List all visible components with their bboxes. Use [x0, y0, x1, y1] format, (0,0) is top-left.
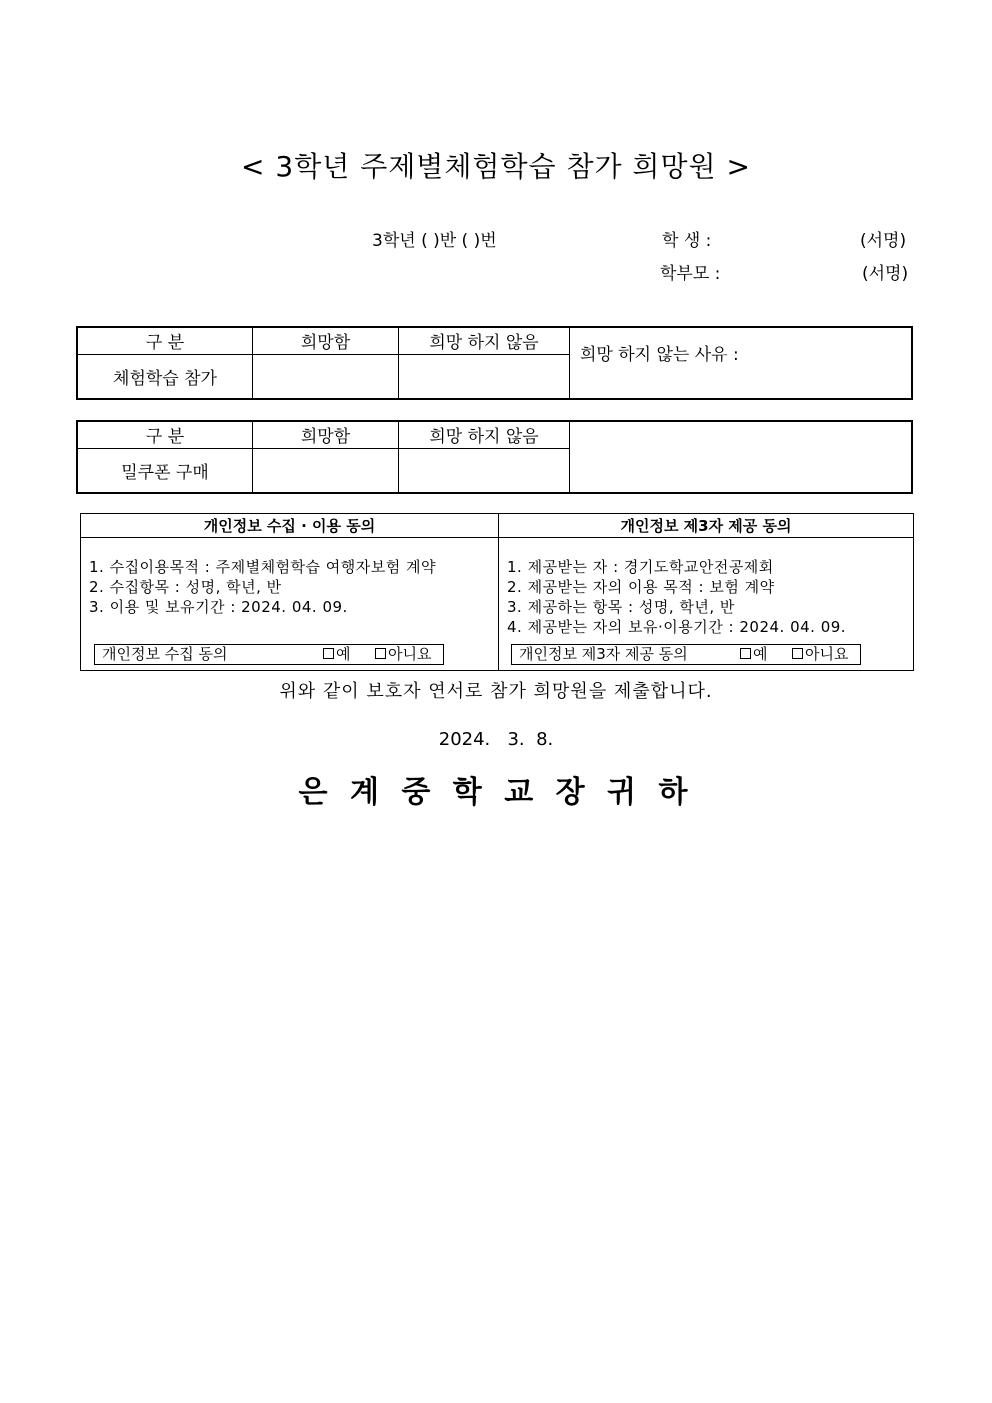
student-label: 학 생 : — [662, 231, 712, 251]
no-header: 희망 하지 않음 — [399, 421, 570, 448]
no-header: 희망 하지 않음 — [399, 327, 570, 354]
third-party-consent-header: 개인정보 제3자 제공 동의 — [499, 514, 914, 538]
checkbox-icon[interactable] — [792, 648, 803, 659]
collect-consent-header: 개인정보 수집 · 이용 동의 — [81, 514, 499, 538]
category-header: 구 분 — [77, 421, 253, 448]
third-party-yes-option[interactable]: 예 — [740, 645, 768, 664]
parent-label: 학부모 : — [660, 264, 721, 284]
checkbox-icon[interactable] — [740, 648, 751, 659]
page-title: < 3학년 주제별체험학습 참가 희망원 > — [241, 150, 751, 183]
submission-date: 2024. 3. 8. — [438, 729, 554, 750]
yes-header: 희망함 — [253, 327, 399, 354]
submission-statement: 위와 같이 보호자 연서로 참가 희망원을 제출합니다. — [279, 681, 713, 702]
coupon-yes-cell[interactable] — [253, 448, 399, 493]
collect-consent-checkbox-row — [94, 644, 444, 665]
collect-consent-box-label: 개인정보 수집 동의 — [102, 645, 228, 663]
checkbox-icon[interactable] — [375, 648, 386, 659]
third-party-consent-body — [499, 538, 914, 671]
yes-header: 희망함 — [253, 421, 399, 448]
collect-line: 2. 수집항목 : 성명, 학년, 반 — [89, 578, 282, 596]
privacy-consent-table — [80, 513, 914, 671]
collect-consent-body — [81, 538, 499, 671]
reason-cell[interactable]: 희망 하지 않는 사유 : — [570, 327, 913, 399]
third-party-line: 4. 제공받는 자의 보유·이용기간 : 2024. 04. 09. — [507, 618, 847, 636]
participation-yes-cell[interactable] — [253, 354, 399, 399]
participation-row-label: 체험학습 참가 — [77, 354, 253, 399]
third-party-line: 1. 제공받는 자 : 경기도학교안전공제회 — [507, 558, 774, 576]
third-party-line: 3. 제공하는 항목 : 성명, 학년, 반 — [507, 598, 735, 616]
grade-class-number: 3학년 ( )반 ( )번 — [372, 231, 497, 251]
meal-coupon-table — [76, 420, 913, 494]
collect-line: 3. 이용 및 보유기간 : 2024. 04. 09. — [89, 598, 348, 616]
third-party-consent-checkbox-row — [511, 644, 861, 665]
recipient: 은 계 중 학 교 장 귀 하 — [298, 775, 694, 810]
experience-participation-table — [76, 326, 913, 400]
third-party-no-option[interactable]: 아니요 — [792, 645, 848, 664]
collect-no-option[interactable]: 아니요 — [375, 645, 431, 664]
parent-signature: (서명) — [862, 264, 909, 284]
collect-yes-option[interactable]: 예 — [323, 645, 351, 664]
coupon-no-cell[interactable] — [399, 448, 570, 493]
empty-cell — [570, 421, 913, 493]
third-party-line: 2. 제공받는 자의 이용 목적 : 보험 계약 — [507, 578, 775, 596]
participation-no-cell[interactable] — [399, 354, 570, 399]
category-header: 구 분 — [77, 327, 253, 354]
collect-line: 1. 수집이용목적 : 주제별체험학습 여행자보험 계약 — [89, 558, 437, 576]
checkbox-icon[interactable] — [323, 648, 334, 659]
student-signature: (서명) — [860, 231, 907, 251]
coupon-row-label: 밀쿠폰 구매 — [77, 448, 253, 493]
third-party-consent-box-label: 개인정보 제3자 제공 동의 — [519, 645, 688, 663]
